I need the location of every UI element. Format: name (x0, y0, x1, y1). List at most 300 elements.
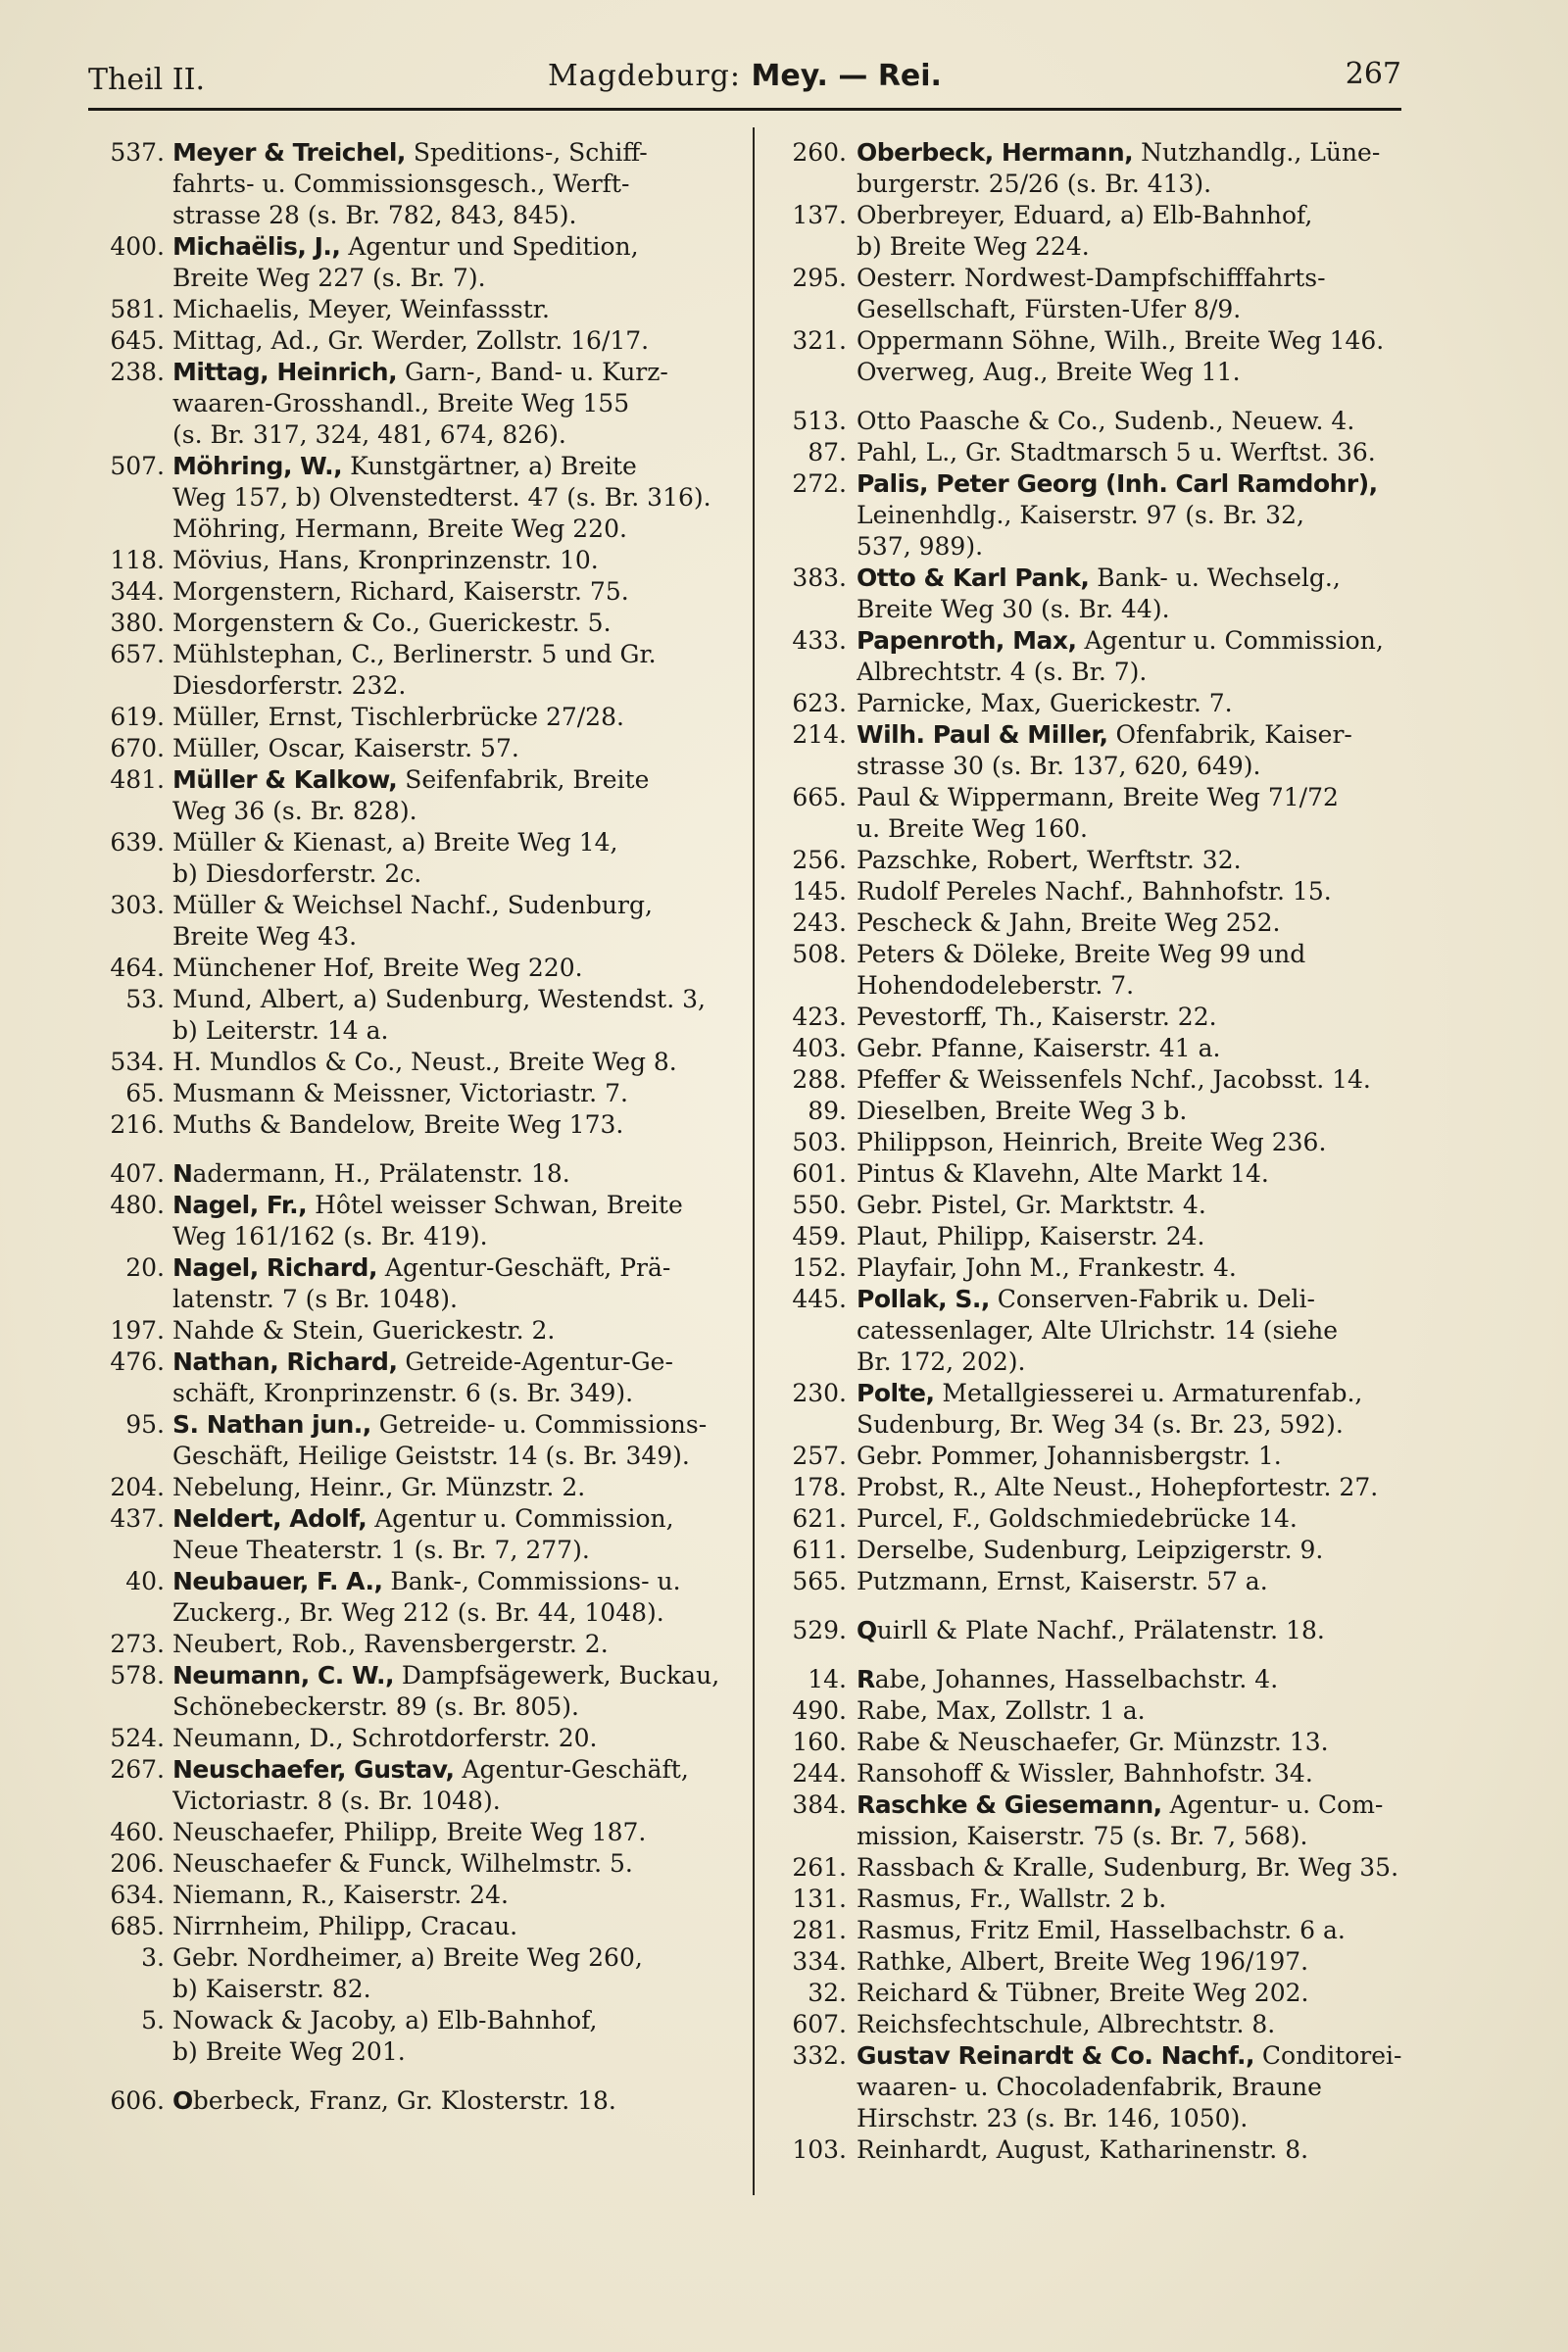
directory-entry (88, 1190, 735, 1252)
directory-entry (764, 1002, 1441, 1033)
entry-number: 550. (792, 1191, 847, 1219)
entry-line: Rabe & Neuschaefer, Gr. Münzstr. 13. (857, 1728, 1329, 1756)
entry-line: Musmann & Meissner, Victoriastr. 7. (172, 1079, 628, 1107)
entry-number: 529. (792, 1616, 847, 1644)
entry-number: 581. (110, 295, 165, 323)
directory-entry (764, 1503, 1441, 1535)
entry-number: 273. (110, 1630, 165, 1658)
directory-entry (764, 782, 1441, 845)
entry-name-bold: Neldert, Adolf, (172, 1504, 368, 1533)
entry-line: Nadermann, H., Prälatenstr. 18. (172, 1159, 570, 1188)
directory-entry (764, 1695, 1441, 1727)
entry-line: Oppermann Söhne, Wilh., Breite Weg 146. (857, 326, 1385, 355)
entry-line: Dieselben, Breite Weg 3 b. (857, 1097, 1188, 1125)
entry-line: Neuschaefer, Gustav, Agentur-Geschäft, (172, 1755, 689, 1784)
directory-entry (764, 1615, 1441, 1646)
entry-line: b) Diesdorferstr. 2c. (172, 859, 422, 888)
entry-number: 272. (792, 469, 847, 498)
directory-entry (88, 1942, 735, 2005)
entry-number: 288. (792, 1065, 847, 1094)
entry-number: 537. (110, 138, 165, 167)
entry-name-bold: Gustav Reinardt & Co. Nachf., (857, 2041, 1254, 2070)
entry-number: 507. (110, 452, 165, 480)
entry-line: Muths & Bandelow, Breite Weg 173. (172, 1110, 624, 1139)
directory-entry (764, 1884, 1441, 1915)
entry-number: 344. (110, 577, 165, 606)
directory-entry (764, 1852, 1441, 1884)
entry-number: 606. (110, 2086, 165, 2115)
entry-number: 260. (792, 138, 847, 167)
entry-line: Nagel, Richard, Agentur-Geschäft, Prä- (172, 1253, 671, 1282)
entry-name-bold: Nagel, Fr., (172, 1191, 308, 1219)
entry-line: Nathan, Richard, Getreide-Agentur-Ge- (172, 1348, 673, 1376)
entry-name-bold: Papenroth, Max, (857, 626, 1077, 655)
entry-name-bold: Pollak, S., (857, 1285, 990, 1313)
entry-number: 243. (792, 908, 847, 937)
entry-name-bold: Nagel, Richard, (172, 1253, 377, 1282)
entry-number: 118. (110, 546, 165, 574)
directory-entry (764, 2009, 1441, 2040)
entry-line: Nebelung, Heinr., Gr. Münzstr. 2. (172, 1473, 586, 1501)
entry-line: Sudenburg, Br. Weg 34 (s. Br. 23, 592). (857, 1410, 1344, 1439)
entry-line: Diesdorferstr. 232. (172, 671, 407, 700)
entry-line: Otto & Karl Pank, Bank- u. Wechselg., (857, 564, 1341, 592)
directory-entry (88, 1078, 735, 1109)
entry-number: 321. (792, 326, 847, 355)
entry-line: Overweg, Aug., Breite Weg 11. (857, 358, 1241, 386)
entry-name-bold: Neumann, C. W., (172, 1661, 394, 1690)
entry-line: Müller, Oscar, Kaiserstr. 57. (172, 734, 519, 762)
directory-entry (764, 876, 1441, 907)
range-label: Mey. — Rei. (751, 59, 942, 93)
directory-entry (88, 764, 735, 827)
entry-line (857, 468, 1441, 500)
directory-entry (764, 1158, 1441, 1190)
directory-entry (764, 1096, 1441, 1127)
directory-entry (764, 468, 1441, 563)
entry-number: 257. (792, 1442, 847, 1470)
entry-number: 634. (110, 1881, 165, 1909)
left-column (88, 137, 735, 2117)
directory-entry (764, 1190, 1441, 1221)
directory-entry (764, 1566, 1441, 1597)
directory-entry (764, 563, 1441, 625)
directory-entry (764, 437, 1441, 468)
entry-number: 216. (110, 1110, 165, 1139)
entry-number: 244. (792, 1759, 847, 1788)
directory-entry (88, 1911, 735, 1942)
entry-line: fahrts- u. Commissionsgesch., Werft- (172, 170, 630, 198)
entry-number: 459. (792, 1222, 847, 1250)
entry-line: Gebr. Pfanne, Kaiserstr. 41 a. (857, 1034, 1221, 1062)
entry-line: Weg 36 (s. Br. 828). (172, 797, 417, 825)
entry-line: Purcel, F., Goldschmiedebrücke 14. (857, 1504, 1298, 1533)
entry-line: Weg 157, b) Olvenstedterst. 47 (s. Br. 316). (172, 483, 711, 512)
entry-name-bold: Nathan, Richard, (172, 1348, 398, 1376)
entry-line: Nowack & Jacoby, a) Elb-Bahnhof, (172, 2006, 598, 2034)
entry-number: 137. (792, 201, 847, 229)
entry-line: Parnicke, Max, Guerickestr. 7. (857, 689, 1233, 717)
entry-line: Geschäft, Heilige Geiststr. 14 (s. Br. 349). (172, 1442, 690, 1470)
entry-number: 32. (808, 1979, 847, 2007)
entry-line: Mittag, Ad., Gr. Werder, Zollstr. 16/17. (172, 326, 650, 355)
directory-entry (764, 406, 1441, 437)
entry-line: b) Breite Weg 224. (857, 232, 1090, 261)
entry-number: 534. (110, 1048, 165, 1076)
directory-entry (88, 1880, 735, 1911)
entry-line: Nagel, Fr., Hôtel weisser Schwan, Breite (172, 1191, 683, 1219)
entry-number: 303. (110, 891, 165, 919)
entry-line: Müller & Weichsel Nachf., Sudenburg, (172, 891, 653, 919)
directory-entry (764, 1758, 1441, 1789)
directory-entry (764, 1441, 1441, 1472)
entry-number: 332. (792, 2041, 847, 2070)
directory-entry (88, 294, 735, 325)
entry-number: 103. (792, 2135, 847, 2164)
entry-line: Oberbeck, Franz, Gr. Klosterstr. 18. (172, 2086, 616, 2115)
entry-number: 480. (110, 1191, 165, 1219)
entry-line: Neue Theaterstr. 1 (s. Br. 7, 277). (172, 1536, 590, 1564)
entry-number: 657. (110, 640, 165, 668)
entry-number: 197. (110, 1316, 165, 1345)
entry-line: mission, Kaiserstr. 75 (s. Br. 7, 568). (857, 1822, 1308, 1850)
entry-line: Schönebeckerstr. 89 (s. Br. 805). (172, 1692, 579, 1721)
directory-entry (764, 2134, 1441, 2166)
entry-name-bold: S. Nathan jun., (172, 1410, 371, 1439)
entry-number: 14. (808, 1665, 847, 1693)
directory-entry (764, 907, 1441, 939)
entry-line: Derselbe, Sudenburg, Leipzigerstr. 9. (857, 1536, 1324, 1564)
entry-number: 607. (792, 2010, 847, 2038)
entry-number: 639. (110, 828, 165, 857)
entry-number: 383. (792, 564, 847, 592)
entry-line: Pollak, S., Conserven-Fabrik u. Deli- (857, 1285, 1315, 1313)
entry-line: Neubert, Rob., Ravensbergerstr. 2. (172, 1630, 609, 1658)
directory-entry (88, 1629, 735, 1660)
entry-line: Weg 161/162 (s. Br. 419). (172, 1222, 488, 1250)
entry-line: Morgenstern, Richard, Kaiserstr. 75. (172, 577, 629, 606)
entry-line: burgerstr. 25/26 (s. Br. 413). (857, 170, 1212, 198)
entry-line: catessenlager, Alte Ulrichstr. 14 (siehe (857, 1316, 1339, 1345)
directory-entry (764, 1221, 1441, 1252)
directory-entry (764, 1472, 1441, 1503)
entry-name-bold: Meyer & Treichel, (172, 138, 406, 167)
entry-line: Mühlstephan, C., Berlinerstr. 5 und Gr. (172, 640, 657, 668)
entry-line: Gustav Reinardt & Co. Nachf., Conditorei- (857, 2041, 1402, 2070)
entry-number: 334. (792, 1947, 847, 1976)
entry-number: 619. (110, 703, 165, 731)
directory-entry (764, 625, 1441, 688)
entry-line: Reinhardt, August, Katharinenstr. 8. (857, 2135, 1309, 2164)
entry-number: 508. (792, 940, 847, 968)
entry-line: waaren-Grosshandl., Breite Weg 155 (172, 389, 630, 417)
entry-line: b) Leiterstr. 14 a. (172, 1016, 389, 1045)
entry-number: 476. (110, 1348, 165, 1376)
directory-entry (88, 576, 735, 608)
entry-line: Gebr. Pommer, Johannisbergstr. 1. (857, 1442, 1282, 1470)
entry-number: 611. (792, 1536, 847, 1564)
running-title (88, 59, 1401, 93)
entry-line: Rasmus, Fritz Emil, Hasselbachstr. 6 a. (857, 1916, 1346, 1944)
entry-line: b) Kaiserstr. 82. (172, 1975, 371, 2003)
entry-line: Niemann, R., Kaiserstr. 24. (172, 1881, 509, 1909)
entry-line: Mövius, Hans, Kronprinzenstr. 10. (172, 546, 599, 574)
entry-number: 433. (792, 626, 847, 655)
page-number: 267 (1345, 57, 1401, 91)
entry-line: Meyer & Treichel, Speditions-, Schiff- (172, 138, 648, 167)
entry-line: schäft, Kronprinzenstr. 6 (s. Br. 349). (172, 1379, 634, 1407)
entry-line: Nirrnheim, Philipp, Cracau. (172, 1912, 518, 1940)
entry-line: Breite Weg 227 (s. Br. 7). (172, 264, 486, 292)
entry-number: 423. (792, 1003, 847, 1031)
entry-number: 645. (110, 326, 165, 355)
entry-line: Zuckerg., Br. Weg 212 (s. Br. 44, 1048). (172, 1598, 664, 1627)
entry-line: Neumann, C. W., Dampfsägewerk, Buckau, (172, 1661, 720, 1690)
entry-name-bold: Q (857, 1616, 877, 1644)
section-gap (764, 388, 1441, 406)
entry-line: strasse 28 (s. Br. 782, 843, 845). (172, 201, 577, 229)
directory-entry (88, 325, 735, 357)
directory-entry (88, 1047, 735, 1078)
entry-number: 665. (792, 783, 847, 811)
directory-entry (764, 357, 1441, 388)
entry-line: Müller & Kalkow, Seifenfabrik, Breite (172, 765, 650, 794)
directory-entry (764, 719, 1441, 782)
directory-entry (764, 263, 1441, 325)
entry-number: 460. (110, 1818, 165, 1846)
entry-number: 281. (792, 1916, 847, 1944)
entry-name-bold: Otto & Karl Pank, (857, 564, 1090, 592)
entry-line: Rassbach & Kralle, Sudenburg, Br. Weg 35. (857, 1853, 1399, 1882)
entry-number: 503. (792, 1128, 847, 1156)
entry-line: Polte, Metallgiesserei u. Armaturenfab., (857, 1379, 1363, 1407)
entry-number: 230. (792, 1379, 847, 1407)
entry-number: 437. (110, 1504, 165, 1533)
directory-entry (88, 1817, 735, 1848)
entry-name-bold: Michaëlis, J., (172, 232, 341, 261)
entry-number: 384. (792, 1790, 847, 1819)
entry-line: Oberbreyer, Eduard, a) Elb-Bahnhof, (857, 201, 1313, 229)
entry-line: Neuschaefer, Philipp, Breite Weg 187. (172, 1818, 647, 1846)
entry-line: Papenroth, Max, Agentur u. Commission, (857, 626, 1384, 655)
entry-number: 407. (110, 1159, 165, 1188)
entry-line: Oesterr. Nordwest-Dampfschifffahrts- (857, 264, 1326, 292)
entry-line: Möhring, W., Kunstgärtner, a) Breite (172, 452, 637, 480)
entry-line: Victoriastr. 8 (s. Br. 1048). (172, 1787, 501, 1815)
entry-line: Müller, Ernst, Tischlerbrücke 27/28. (172, 703, 624, 731)
directory-entry (764, 1127, 1441, 1158)
entry-line: latenstr. 7 (s Br. 1048). (172, 1285, 458, 1313)
directory-entry (88, 1754, 735, 1817)
directory-entry (88, 1472, 735, 1503)
entry-number: 40. (125, 1567, 165, 1595)
entry-number: 95. (125, 1410, 165, 1439)
directory-entry (764, 325, 1441, 357)
entry-name-bold: Möhring, W., (172, 452, 343, 480)
directory-entry (88, 514, 735, 545)
column-divider (753, 127, 755, 2195)
section-label: Theil II. (88, 63, 206, 97)
entry-line: Plaut, Philipp, Kaiserstr. 24. (857, 1222, 1205, 1250)
directory-entry (88, 1315, 735, 1347)
directory-entry (88, 608, 735, 639)
entry-line: Br. 172, 202). (857, 1348, 1026, 1376)
directory-entry (764, 1284, 1441, 1378)
entry-number: 513. (792, 407, 847, 435)
entry-line: Gesellschaft, Fürsten-Ufer 8/9. (857, 295, 1242, 323)
directory-entry (764, 1064, 1441, 1096)
directory-entry (88, 1660, 735, 1723)
entry-line: Mund, Albert, a) Sudenburg, Westendst. 3, (172, 985, 706, 1013)
entry-number: 53. (125, 985, 165, 1013)
entry-line: Neldert, Adolf, Agentur u. Commission, (172, 1504, 674, 1533)
directory-entry (88, 1848, 735, 1880)
entry-line: Michaëlis, J., Agentur und Spedition, (172, 232, 639, 261)
header-rule (88, 108, 1401, 111)
entry-line: Pfeffer & Weissenfels Nchf., Jacobsst. 14. (857, 1065, 1371, 1094)
entry-number: 160. (792, 1728, 847, 1756)
entry-number: 490. (792, 1696, 847, 1725)
entry-number: 145. (792, 877, 847, 906)
entry-line: Mittag, Heinrich, Garn-, Band- u. Kurz- (172, 358, 668, 386)
directory-entry (764, 1378, 1441, 1441)
entry-line: Möhring, Hermann, Breite Weg 220. (172, 514, 627, 543)
right-column (764, 137, 1441, 2166)
entry-line: Ransohoff & Wissler, Bahnhofstr. 34. (857, 1759, 1313, 1788)
city-label: Magdeburg: (548, 59, 741, 93)
entry-line: Gebr. Nordheimer, a) Breite Weg 260, (172, 1943, 643, 1972)
entry-name-bold: Wilh. Paul & Miller, (857, 720, 1108, 749)
entry-number: 403. (792, 1034, 847, 1062)
directory-entry (764, 1978, 1441, 2009)
entry-line: waaren- u. Chocoladenfabrik, Braune (857, 2073, 1322, 2101)
entry-number: 89. (808, 1097, 847, 1125)
entry-line: Reichard & Tübner, Breite Weg 202. (857, 1979, 1309, 2007)
directory-entry (88, 1566, 735, 1629)
entry-name-bold: Polte, (857, 1379, 935, 1407)
entry-name-bold: Neuschaefer, Gustav, (172, 1755, 455, 1784)
entry-line: Oberbeck, Hermann, Nutzhandlg., Lüne- (857, 138, 1381, 167)
directory-entry (88, 137, 735, 231)
page-header (88, 55, 1401, 104)
entry-number: 524. (110, 1724, 165, 1752)
section-gap (88, 1141, 735, 1158)
entry-number: 565. (792, 1567, 847, 1595)
entry-number: 238. (110, 358, 165, 386)
entry-line: Morgenstern & Co., Guerickestr. 5. (172, 609, 612, 637)
entry-line: Quirll & Plate Nachf., Prälatenstr. 18. (857, 1616, 1325, 1644)
entry-number: 206. (110, 1849, 165, 1878)
entry-number: 685. (110, 1912, 165, 1940)
directory-entry (764, 1033, 1441, 1064)
directory-entry (764, 1664, 1441, 1695)
entry-number: 261. (792, 1853, 847, 1882)
entry-line: 537, 989). (857, 532, 984, 561)
entry-line: Pescheck & Jahn, Breite Weg 252. (857, 908, 1281, 937)
entry-number: 464. (110, 954, 165, 982)
entry-line: Rathke, Albert, Breite Weg 196/197. (857, 1947, 1309, 1976)
entry-line: Breite Weg 43. (172, 922, 358, 951)
entry-name-bold: Oberbeck, Hermann, (857, 138, 1134, 167)
directory-entry (88, 2005, 735, 2068)
directory-entry (88, 733, 735, 764)
entry-line: Pevestorff, Th., Kaiserstr. 22. (857, 1003, 1217, 1031)
entry-number: 380. (110, 609, 165, 637)
entry-line: Gebr. Pistel, Gr. Marktstr. 4. (857, 1191, 1206, 1219)
directory-entry (88, 2085, 735, 2117)
entry-line: Rabe, Johannes, Hasselbachstr. 4. (857, 1665, 1279, 1693)
entry-number: 65. (125, 1079, 165, 1107)
entry-line: Leinenhdlg., Kaiserstr. 97 (s. Br. 32, (857, 501, 1304, 529)
entry-number: 578. (110, 1661, 165, 1690)
entry-line: Probst, R., Alte Neust., Hohepfortestr. 27. (857, 1473, 1379, 1501)
entry-line: Rudolf Pereles Nachf., Bahnhofstr. 15. (857, 877, 1332, 906)
directory-entry (88, 451, 735, 514)
entry-number: 3. (141, 1943, 165, 1972)
entry-line: Nahde & Stein, Guerickestr. 2. (172, 1316, 556, 1345)
entry-number: 178. (792, 1473, 847, 1501)
entry-line: S. Nathan jun., Getreide- u. Commissions- (172, 1410, 708, 1439)
entry-line: Neubauer, F. A., Bank-, Commissions- u. (172, 1567, 681, 1595)
entry-name-bold: Raschke & Giesemann, (857, 1790, 1162, 1819)
entry-number: 621. (792, 1504, 847, 1533)
entry-number: 400. (110, 232, 165, 261)
entry-line: Müller & Kienast, a) Breite Weg 14, (172, 828, 618, 857)
entry-line: Playfair, John M., Frankestr. 4. (857, 1253, 1237, 1282)
section-gap (88, 2068, 735, 2085)
directory-entry (764, 688, 1441, 719)
entry-line: b) Breite Weg 201. (172, 2037, 406, 2066)
entry-line: Münchener Hof, Breite Weg 220. (172, 954, 583, 982)
entry-line: u. Breite Weg 160. (857, 814, 1088, 843)
directory-entry (88, 1723, 735, 1754)
entry-number: 87. (808, 438, 847, 466)
directory-entry (88, 827, 735, 890)
entry-number: 256. (792, 846, 847, 874)
entry-line: Paul & Wippermann, Breite Weg 71/72 (857, 783, 1339, 811)
directory-entry (88, 1409, 735, 1472)
entry-line: Pahl, L., Gr. Stadtmarsch 5 u. Werftst. 36. (857, 438, 1376, 466)
directory-entry (88, 357, 735, 451)
entry-line: strasse 30 (s. Br. 137, 620, 649). (857, 752, 1261, 780)
entry-name-bold: N (172, 1159, 193, 1188)
entry-name-bold: R (857, 1665, 875, 1693)
entry-line: Otto Paasche & Co., Sudenb., Neuew. 4. (857, 407, 1355, 435)
entry-number: 20. (125, 1253, 165, 1282)
directory-entry (764, 845, 1441, 876)
entry-line: Pintus & Klavehn, Alte Markt 14. (857, 1159, 1269, 1188)
directory-entry (764, 2040, 1441, 2134)
directory-entry (88, 1503, 735, 1566)
entry-line: Philippson, Heinrich, Breite Weg 236. (857, 1128, 1327, 1156)
entry-line: Peters & Döleke, Breite Weg 99 und (857, 940, 1306, 968)
entry-name-bold: Müller & Kalkow, (172, 765, 398, 794)
entry-line: Rabe, Max, Zollstr. 1 a. (857, 1696, 1146, 1725)
entry-number: 204. (110, 1473, 165, 1501)
section-gap (764, 1597, 1441, 1615)
directory-entry (88, 545, 735, 576)
directory-entry (764, 1727, 1441, 1758)
directory-entry (88, 1347, 735, 1409)
entry-line: (s. Br. 317, 324, 481, 674, 826). (172, 420, 566, 449)
entry-number: 623. (792, 689, 847, 717)
entry-line: Albrechtstr. 4 (s. Br. 7). (857, 658, 1148, 686)
entry-number: 152. (792, 1253, 847, 1282)
directory-entry (764, 939, 1441, 1002)
directory-entry (764, 1946, 1441, 1978)
entry-number: 5. (141, 2006, 165, 2034)
directory-entry (88, 890, 735, 953)
